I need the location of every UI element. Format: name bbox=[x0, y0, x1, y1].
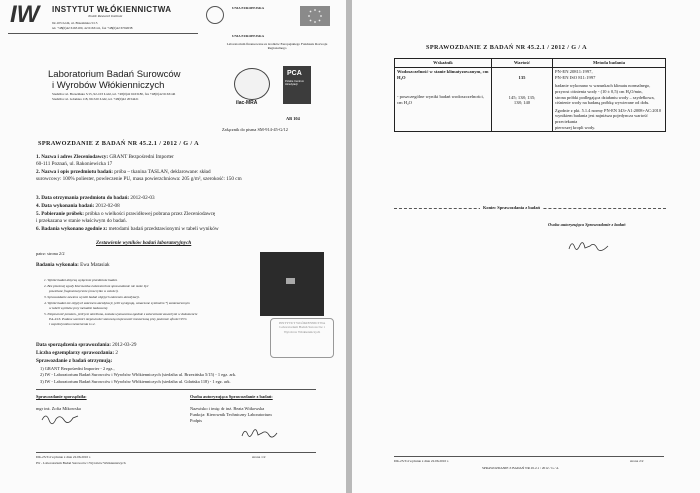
report-title: SPRAWOZDANIE Z BADAŃ NR 45.2.1 / 2012 / G / A bbox=[38, 140, 200, 147]
results-heading: Zestawienie wyników badań laboratoryjnych bbox=[96, 240, 192, 246]
copies-count: Liczba egzemplarzy sprawozdania: 2 bbox=[36, 350, 118, 356]
row2-indicator: - poszczególne wyniki badań wodoszczelności, cm H₂O bbox=[397, 94, 484, 106]
item-5-cont: i przekazana w stanie właściwym do badań. bbox=[36, 218, 127, 224]
lab-address-1: Siedziba: ul. Brzezińska 5/15, 92-103 Łódź, tel. +48(0)42 6163180, fax +48(0)42 6163146 bbox=[52, 92, 176, 96]
footer-divider-p2 bbox=[394, 456, 664, 457]
authorizer-signature-p2 bbox=[566, 236, 612, 256]
method-std-2: PN-EN ISO 811:1997 bbox=[555, 74, 596, 80]
row2-value-2: 138; 140 bbox=[513, 100, 531, 106]
method-note-1: badanie wykonano w warunkach klimatu normalnego, bbox=[555, 83, 651, 89]
row1-value: 135 bbox=[518, 74, 526, 80]
row-indicator bbox=[395, 67, 492, 131]
item-2-cont: surowcowy: 100% poliester, powleczenie PU, masa powierzchniowa: 205 g/m², szerokość: 150 cm bbox=[36, 176, 242, 182]
item-1: 1. Nazwa i adres Zleceniodawcy: GRANT Bezpośredni Importer bbox=[36, 154, 174, 160]
table-header-row bbox=[395, 59, 666, 68]
item-1-cont: 60-111 Poznań, ul. Rakoniewicka 17 bbox=[36, 161, 113, 167]
note-2-cont: powielane fragmentarycznie (oraz tylko w całości). bbox=[49, 289, 119, 293]
note-1: 1. Wyniki badań dotyczą wyłącznie przedmiotu badań. bbox=[44, 278, 118, 282]
auth-function: Funkcja: Kierownik Techniczny Laboratorium bbox=[190, 412, 272, 417]
note-5-cont-2: i współczynniku rozszerzenia k=2. bbox=[49, 322, 96, 326]
eu-funding-note: Laboratorium finansowane ze środków Europejskiego Funduszu Rozwoju Regionalnego bbox=[226, 42, 328, 51]
pca-label: PCA bbox=[287, 70, 302, 77]
lab-address-2: Siedziba: ul. Gdańska 118, 90-520 Łódź, tel. +48(0)42 2034421 bbox=[52, 97, 139, 101]
header-indicator: Wskaźnik bbox=[395, 59, 492, 68]
note-2: 2. Bez pisemnej zgody Kierownika Laboratorium sprawozdanie nie może być bbox=[44, 284, 149, 288]
note-4: 4. Wyniki badań nie objętych zakresem akredytacji, jeśli występują, oznaczone symbolem *) zamieszczonym bbox=[44, 301, 190, 305]
preparer-signature bbox=[40, 410, 80, 426]
pca-subtitle: Polskie Centrum Akredytacji bbox=[285, 80, 305, 87]
eu-flag-icon bbox=[300, 6, 330, 26]
institute-subtitle: Textile Research Institute bbox=[88, 14, 123, 18]
institute-name: INSTYTUT WŁÓKIENNICTWA bbox=[52, 5, 172, 14]
recipient-3: 3) IW - Laboratorium Badań Surowców i Wyrobów Włókienniczych (siedziba ul. Gdańska 118) - 1 egz. ark. bbox=[40, 379, 231, 384]
row-value bbox=[492, 67, 553, 131]
note-4-cont: w tabeli wyników przy metodzie badawczej. bbox=[49, 306, 109, 310]
prepared-name: mgr inż. Zofia Mikowska bbox=[36, 406, 81, 411]
form-reference: Załącznik do pisma SM-914-45-G/12 bbox=[222, 127, 288, 132]
method-note-5: Zgodnie z pkt. 5.1.4 normy PN-EN 343+A1:2008+AC:2010 bbox=[555, 107, 662, 113]
footer-report-ref: SPRAWOZDANIE Z BADAŃ NR 45.2.1 / 2012 / G / A bbox=[482, 466, 559, 470]
ilac-logo-icon bbox=[234, 68, 270, 100]
note-5: 5. Niepewność pomiaru, jeśli jest określona, została wyznaczona zgodnie z zaleceniami zawartymi w dokumencie bbox=[44, 312, 198, 316]
eu-flag-label: UNIA EUROPEJSKA bbox=[232, 34, 265, 38]
footer-lab: IW - Laboratorium Badań Surowców i Wyrobów Włókienniczych bbox=[36, 461, 126, 465]
row1-indicator: Wodoszczelność w stanie klimatyzowanym, cm H₂O bbox=[397, 68, 489, 80]
lab-title-line-1: Laboratorium Badań Surowców bbox=[48, 69, 181, 80]
table-row bbox=[395, 67, 666, 131]
item-5: 5. Pobieranie próbek: próbka o wielkości prawidłowej pobrana przez Zleceniodawcę bbox=[36, 211, 216, 217]
iw-logo: IW bbox=[10, 1, 40, 28]
header-method: Metoda badania bbox=[553, 59, 666, 68]
note-3: 3. Sprawozdanie zawiera wyniki badań objętych zakresem akredytacji. bbox=[44, 295, 140, 299]
prepared-label: Sprawozdanie sporządziła: bbox=[36, 394, 87, 399]
report-title-p2: SPRAWOZDANIE Z BADAŃ NR 45.2.1 / 2012 / G / A bbox=[426, 44, 588, 51]
end-of-report: Koniec Sprawozdania z badań bbox=[480, 205, 543, 211]
results-table bbox=[394, 58, 666, 132]
method-note-4: ciśnienie wody na badaną próbkę wywierane od dołu. bbox=[555, 100, 650, 106]
item-6: 6. Badania wykonano zgodnie z: metodami badań przedstawionymi w tabeli wyników bbox=[36, 226, 219, 232]
method-note-7: pierwszej kropli wody. bbox=[555, 124, 596, 130]
footer-page: strona 1/2 bbox=[252, 455, 266, 459]
recipient-1: 1) GRANT Bezpośredni Importer - 2 egz., bbox=[40, 366, 115, 371]
report-date: Data sporządzenia sprawozdania: 2012-03-29 bbox=[36, 342, 137, 348]
item-4: 4. Data wykonania badań: 2012-02-08 bbox=[36, 203, 120, 209]
institute-phone: tel. +48(0)42 6163100, 42 6163141, fax +48(0)42 6792638 bbox=[52, 26, 133, 30]
lab-stamp: INSTYTUT WŁÓKIENNICTWA Laboratorium Badań Surowców i Wyrobów Włókienniczych bbox=[270, 318, 334, 358]
header-divider bbox=[8, 33, 198, 34]
method-std-1: PN-EN 20811:1997, bbox=[555, 68, 593, 74]
sample-label-patch bbox=[286, 278, 295, 284]
eu-label: UNIA EUROPEJSKA bbox=[232, 6, 265, 10]
authorizer-signature bbox=[240, 424, 280, 442]
recipients-label: Sprawozdanie z badań otrzymują: bbox=[36, 358, 113, 364]
auth-label: Osoba autoryzująca Sprawozdanie z badań: bbox=[190, 394, 273, 399]
row2-value-1: 145; 138; 135; bbox=[508, 94, 536, 100]
ab-number: AB 104 bbox=[286, 116, 300, 121]
footer-divider bbox=[36, 452, 316, 453]
auth-label-p2: Osoba autoryzująca Sprawozdanie z badań bbox=[548, 222, 626, 227]
lab-title-line-2: i Wyrobów Włókienniczych bbox=[52, 80, 165, 91]
institute-address: 92-103 Łódź, ul. Brzezińska 5/15 bbox=[52, 21, 98, 25]
eu-emblem-icon bbox=[206, 6, 224, 24]
footer-doc-ref: DK-25/3/4 wydanie z dnia 22.06.2010 r. bbox=[36, 455, 91, 459]
ilac-label: ilac-MRA bbox=[236, 100, 258, 106]
item-3: 3. Data otrzymania przedmiotu do badań: 2012-02-03 bbox=[36, 195, 155, 201]
recipient-2: 2) IW - Laboratorium Badań Surowców i Wyrobów Włókienniczych (siedziba ul. Brzezińska 5/15) - 1 egz. ark. bbox=[40, 372, 237, 377]
report-page-1 bbox=[0, 0, 346, 493]
method-note-6: wynikiem badania jest najniższa pojedyncza wartość przeciekania bbox=[555, 113, 648, 124]
item-2: 2. Nazwa i opis przedmiotu badań: próba – tkanina TASLAN, deklarowane: skład bbox=[36, 169, 211, 175]
header-value: Wartość bbox=[492, 59, 553, 68]
method-note-2: przyrost ciśnienia wody - (10 ± 0,5) cm H₂O/min, bbox=[555, 88, 643, 94]
fabric-sample-swatch bbox=[260, 252, 324, 316]
auth-name: Nazwisko i imię: dr inż. Beata Witkowska bbox=[190, 406, 265, 411]
signature-divider bbox=[36, 389, 316, 390]
footer-doc-ref-p2: DK-25/3/4 wydanie z dnia 22.06.2010 r. bbox=[394, 459, 449, 463]
tester: Badania wykonała: Ewa Matasiak bbox=[36, 262, 110, 268]
method-note-3: strona próbki podlegająca działaniu wody – szydełkowa, bbox=[555, 94, 655, 100]
auth-signature-label: Podpis bbox=[190, 418, 202, 423]
page-note: patrz: strona 2/2 bbox=[36, 251, 65, 256]
note-5-cont: EA-4/16. Podane wartości niepewności stanowią niepewność rozszerzoną przy poziomie ufności 95% bbox=[49, 317, 187, 321]
row-method bbox=[553, 67, 666, 131]
footer-page-p2: strona 2/2 bbox=[630, 459, 644, 463]
report-page-2 bbox=[352, 0, 700, 493]
